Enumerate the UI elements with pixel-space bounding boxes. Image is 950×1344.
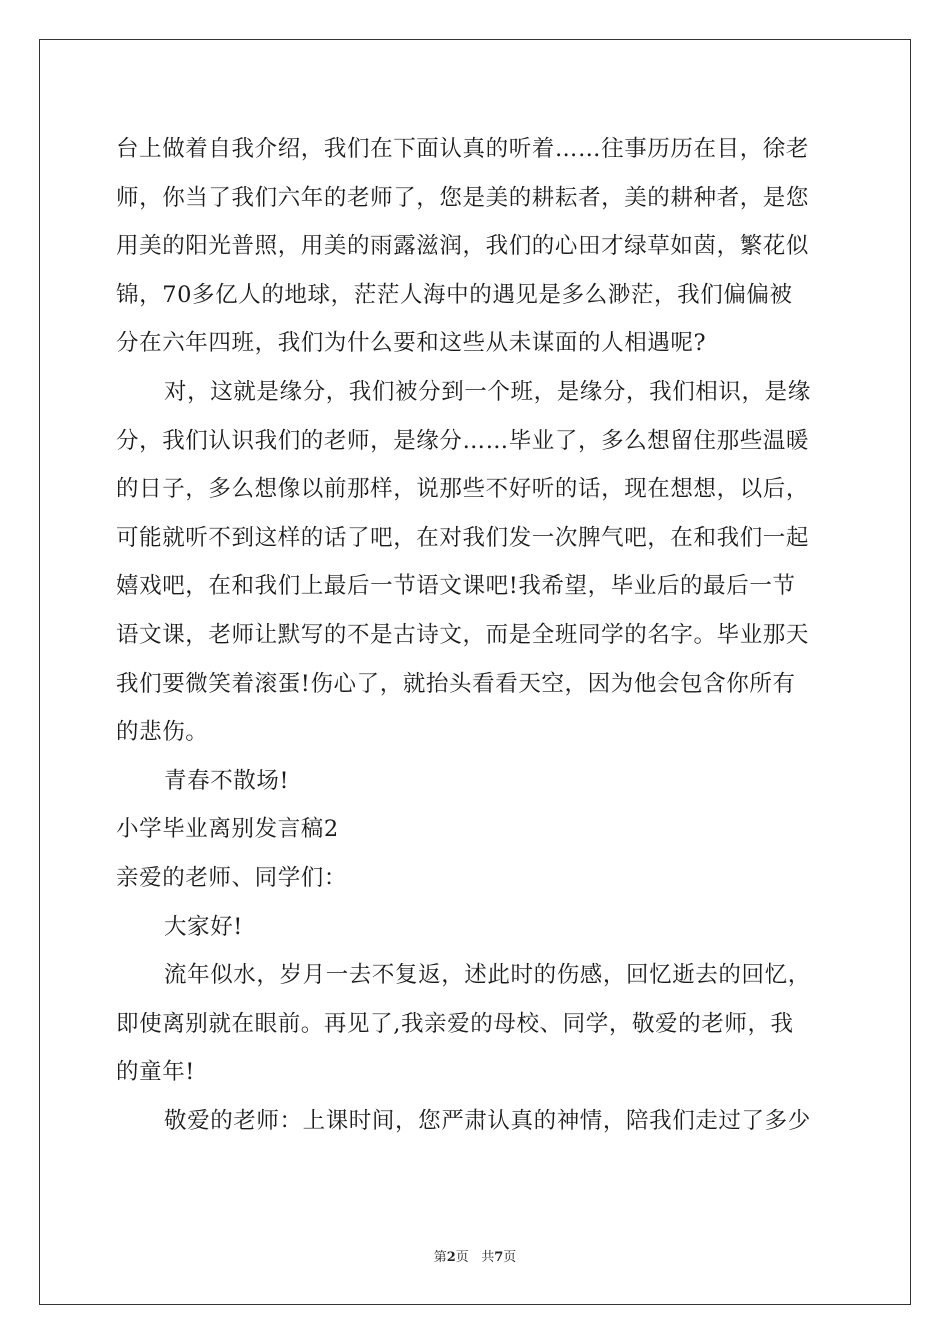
- text-line: 的悲伤。: [116, 719, 209, 746]
- text-line: 锦，70多亿人的地球，茫茫人海中的遇见是多么渺茫，我们偏偏被: [116, 281, 793, 308]
- text-line: 语文课，老师让默写的不是古诗文，而是全班同学的名字。毕业那天: [116, 621, 810, 648]
- text-line: 分，我们认识我们的老师，是缘分……毕业了，多么想留住那些温暖: [116, 427, 810, 454]
- text-line: 可能就听不到这样的话了吧，在对我们发一次脾气吧，在和我们一起: [116, 524, 810, 551]
- page-footer: [0, 1246, 950, 1265]
- text-line: 用美的阳光普照，用美的雨露滋润，我们的心田才绿草如茵，繁花似: [116, 233, 810, 260]
- greeting: 大家好!: [164, 913, 243, 940]
- text-line: 即使离别就在眼前。再见了,我亲爱的母校、同学，敬爱的老师，我: [116, 1010, 794, 1037]
- text-line: 我们要微笑着滚蛋!伤心了，就抬头看看天空，因为他会包含你所有: [116, 670, 796, 697]
- text-line: 的童年!: [116, 1059, 195, 1086]
- text-line: 青春不散场!: [164, 767, 290, 794]
- text-line: 流年似水，岁月一去不复返，述此时的伤感，回忆逝去的回忆，: [164, 962, 811, 989]
- total-prefix: 共: [481, 1250, 495, 1265]
- text-line: 师，你当了我们六年的老师了，您是美的耕耘者，美的耕种者，是您: [116, 184, 810, 211]
- text-line: 敬爱的老师：上课时间，您严肃认真的神情，陪我们走过了多少: [164, 1107, 811, 1134]
- total-suffix: 页: [503, 1250, 517, 1265]
- text-line: 的日子，多么想像以前那样，说那些不好听的话，现在想想，以后，: [116, 476, 810, 503]
- salutation: 亲爱的老师、同学们：: [116, 864, 348, 891]
- text-line: 台上做着自我介绍，我们在下面认真的听着……往事历历在目，徐老: [116, 136, 810, 162]
- text-line: 对，这就是缘分，我们被分到一个班，是缘分，我们相识，是缘: [164, 378, 811, 405]
- page-prefix: 第: [433, 1250, 447, 1265]
- page-number: 2: [446, 1250, 456, 1265]
- section-heading: 小学毕业离别发言稿2: [116, 816, 339, 843]
- page-suffix: 页: [455, 1250, 469, 1265]
- document-body: [116, 125, 836, 1145]
- total-pages: 7: [494, 1250, 504, 1265]
- text-line: 分在六年四班，我们为什么要和这些从未谋面的人相遇呢?: [116, 330, 707, 357]
- text-line: 嬉戏吧，在和我们上最后一节语文课吧!我希望，毕业后的最后一节: [116, 573, 796, 600]
